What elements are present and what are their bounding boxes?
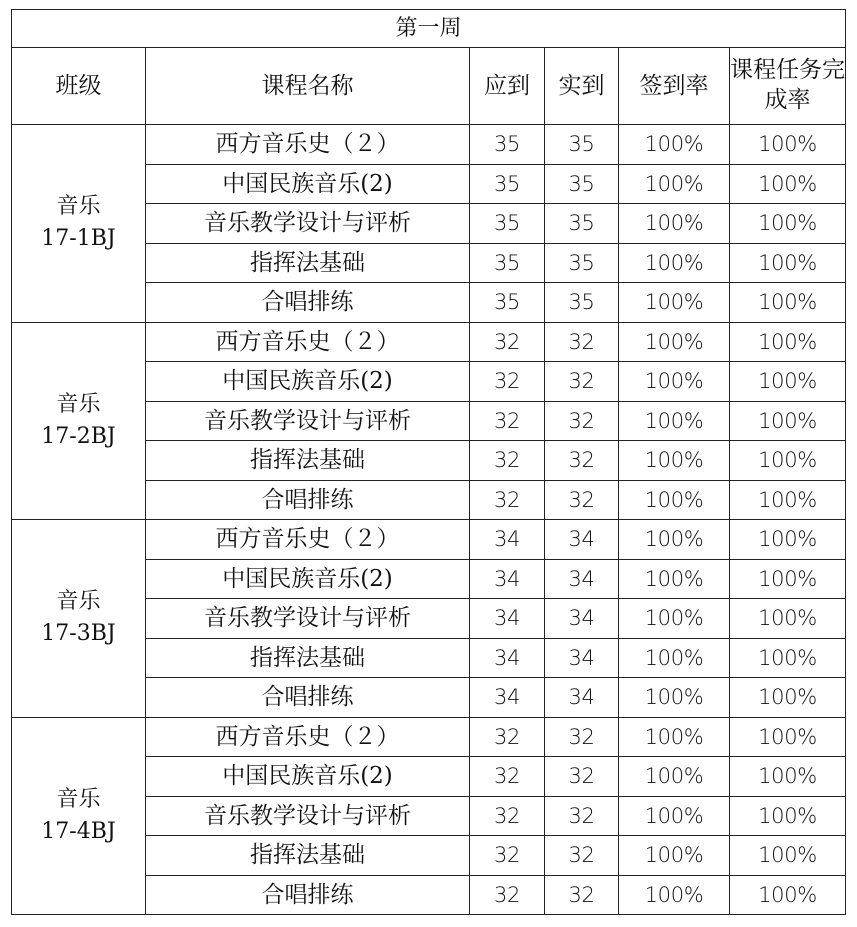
actual-cell: 34 — [545, 638, 619, 678]
course-cell: 西方音乐史（２） — [146, 717, 470, 757]
completion-cell: 100% — [730, 678, 846, 718]
rate-cell: 100% — [619, 125, 730, 165]
rate-cell: 100% — [619, 757, 730, 797]
table-body — [12, 10, 846, 915]
expected-cell: 34 — [470, 638, 545, 678]
class-name-line1: 音乐 — [56, 589, 101, 615]
actual-cell: 32 — [545, 796, 619, 836]
header-rate: 签到率 — [619, 48, 730, 125]
course-cell: 合唱排练 — [146, 678, 470, 718]
completion-cell: 100% — [730, 559, 846, 599]
actual-cell: 32 — [545, 836, 619, 876]
expected-cell: 35 — [470, 125, 545, 165]
expected-cell: 35 — [470, 164, 545, 204]
actual-cell: 35 — [545, 204, 619, 244]
completion-cell: 100% — [730, 599, 846, 639]
course-cell: 中国民族音乐(2) — [146, 559, 470, 599]
actual-cell: 34 — [545, 678, 619, 718]
rate-cell: 100% — [619, 836, 730, 876]
class-name-line1: 音乐 — [56, 194, 101, 220]
completion-cell: 100% — [730, 401, 846, 441]
table-row — [12, 322, 846, 362]
completion-cell: 100% — [730, 164, 846, 204]
class-name-line2: 17-4BJ — [41, 818, 116, 844]
rate-cell: 100% — [619, 559, 730, 599]
expected-cell: 32 — [470, 717, 545, 757]
course-cell: 合唱排练 — [146, 875, 470, 915]
course-cell: 指挥法基础 — [146, 243, 470, 283]
class-name-cell — [12, 125, 146, 323]
expected-cell: 34 — [470, 599, 545, 639]
course-cell: 中国民族音乐(2) — [146, 757, 470, 797]
course-cell: 中国民族音乐(2) — [146, 164, 470, 204]
rate-cell: 100% — [619, 638, 730, 678]
completion-cell: 100% — [730, 441, 846, 481]
course-cell: 中国民族音乐(2) — [146, 362, 470, 402]
completion-cell: 100% — [730, 322, 846, 362]
completion-cell: 100% — [730, 875, 846, 915]
actual-cell: 32 — [545, 362, 619, 402]
completion-cell: 100% — [730, 480, 846, 520]
rate-cell: 100% — [619, 875, 730, 915]
expected-cell: 32 — [470, 322, 545, 362]
class-name-cell — [12, 322, 146, 520]
course-cell: 西方音乐史（２） — [146, 520, 470, 560]
expected-cell: 32 — [470, 441, 545, 481]
actual-cell: 35 — [545, 125, 619, 165]
course-cell: 指挥法基础 — [146, 836, 470, 876]
completion-cell: 100% — [730, 243, 846, 283]
completion-cell: 100% — [730, 717, 846, 757]
completion-cell: 100% — [730, 520, 846, 560]
completion-cell: 100% — [730, 204, 846, 244]
expected-cell: 32 — [470, 796, 545, 836]
actual-cell: 32 — [545, 441, 619, 481]
actual-cell: 35 — [545, 243, 619, 283]
course-cell: 音乐教学设计与评析 — [146, 599, 470, 639]
actual-cell: 34 — [545, 559, 619, 599]
expected-cell: 32 — [470, 362, 545, 402]
header-actual: 实到 — [545, 48, 619, 125]
completion-cell: 100% — [730, 796, 846, 836]
actual-cell: 35 — [545, 283, 619, 323]
course-cell: 指挥法基础 — [146, 441, 470, 481]
course-cell: 音乐教学设计与评析 — [146, 204, 470, 244]
rate-cell: 100% — [619, 441, 730, 481]
completion-cell: 100% — [730, 638, 846, 678]
course-cell: 指挥法基础 — [146, 638, 470, 678]
actual-cell: 32 — [545, 401, 619, 441]
table-row — [12, 717, 846, 757]
header-course: 课程名称 — [146, 48, 470, 125]
attendance-sheet — [11, 9, 845, 915]
expected-cell: 34 — [470, 520, 545, 560]
title-row — [12, 10, 846, 48]
rate-cell: 100% — [619, 322, 730, 362]
attendance-table — [11, 9, 846, 915]
header-completion: 课程任务完成率 — [730, 48, 846, 125]
rate-cell: 100% — [619, 717, 730, 757]
course-cell: 西方音乐史（２） — [146, 125, 470, 165]
rate-cell: 100% — [619, 796, 730, 836]
rate-cell: 100% — [619, 283, 730, 323]
header-expected: 应到 — [470, 48, 545, 125]
class-name-line2: 17-2BJ — [41, 423, 116, 449]
table-title: 第一周 — [12, 10, 846, 48]
completion-cell: 100% — [730, 836, 846, 876]
rate-cell: 100% — [619, 599, 730, 639]
table-row — [12, 125, 846, 165]
class-name-cell — [12, 717, 146, 915]
expected-cell: 32 — [470, 875, 545, 915]
class-name-line2: 17-3BJ — [41, 621, 116, 647]
actual-cell: 32 — [545, 717, 619, 757]
actual-cell: 32 — [545, 757, 619, 797]
actual-cell: 32 — [545, 875, 619, 915]
course-cell: 音乐教学设计与评析 — [146, 796, 470, 836]
actual-cell: 34 — [545, 599, 619, 639]
expected-cell: 32 — [470, 401, 545, 441]
expected-cell: 35 — [470, 283, 545, 323]
expected-cell: 34 — [470, 559, 545, 599]
completion-cell: 100% — [730, 125, 846, 165]
course-cell: 合唱排练 — [146, 480, 470, 520]
course-cell: 合唱排练 — [146, 283, 470, 323]
header-row — [12, 48, 846, 125]
rate-cell: 100% — [619, 678, 730, 718]
rate-cell: 100% — [619, 243, 730, 283]
rate-cell: 100% — [619, 164, 730, 204]
course-cell: 西方音乐史（２） — [146, 322, 470, 362]
completion-cell: 100% — [730, 283, 846, 323]
expected-cell: 35 — [470, 204, 545, 244]
actual-cell: 32 — [545, 322, 619, 362]
rate-cell: 100% — [619, 520, 730, 560]
rate-cell: 100% — [619, 401, 730, 441]
header-class: 班级 — [12, 48, 146, 125]
table-row — [12, 520, 846, 560]
expected-cell: 32 — [470, 480, 545, 520]
expected-cell: 34 — [470, 678, 545, 718]
expected-cell: 32 — [470, 757, 545, 797]
actual-cell: 34 — [545, 520, 619, 560]
expected-cell: 35 — [470, 243, 545, 283]
actual-cell: 32 — [545, 480, 619, 520]
class-name-line2: 17-1BJ — [41, 226, 116, 252]
rate-cell: 100% — [619, 480, 730, 520]
rate-cell: 100% — [619, 204, 730, 244]
class-name-line1: 音乐 — [56, 391, 101, 417]
class-name-cell — [12, 520, 146, 718]
completion-cell: 100% — [730, 757, 846, 797]
expected-cell: 32 — [470, 836, 545, 876]
course-cell: 音乐教学设计与评析 — [146, 401, 470, 441]
class-name-line1: 音乐 — [56, 786, 101, 812]
actual-cell: 35 — [545, 164, 619, 204]
completion-cell: 100% — [730, 362, 846, 402]
rate-cell: 100% — [619, 362, 730, 402]
